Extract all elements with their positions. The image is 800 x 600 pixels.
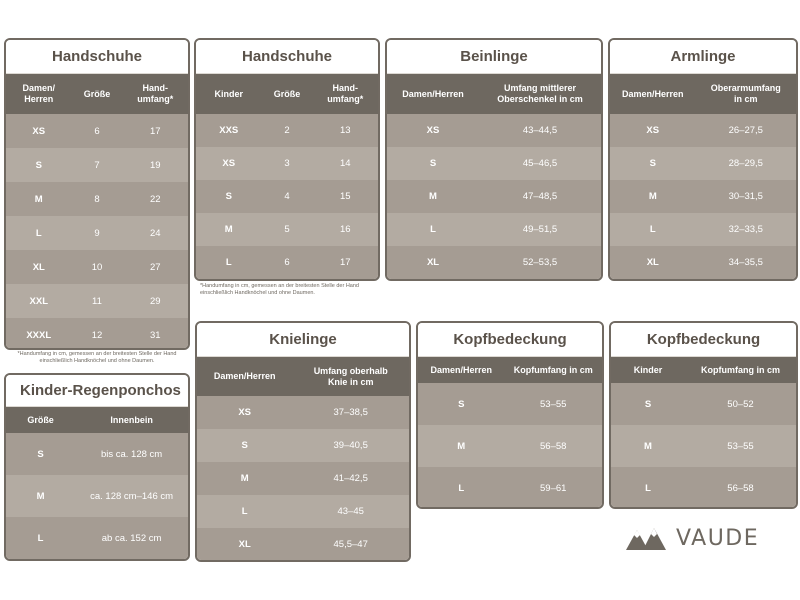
table-row: XS 26–27,5 xyxy=(610,114,796,147)
table-row: M 5 16 xyxy=(196,213,378,246)
column-header: Damen/Herren xyxy=(610,74,696,114)
table-row: XL 10 27 xyxy=(6,250,188,284)
table-row: M 56–58 xyxy=(418,425,602,467)
table-row: XS 3 14 xyxy=(196,147,378,180)
table-row: M 41–42,5 xyxy=(197,462,409,495)
card-title: Knielinge xyxy=(197,323,409,357)
card-title: Kopfbedeckung xyxy=(418,323,602,357)
table-row: XL 34–35,5 xyxy=(610,246,796,279)
column-header: Hand- umfang* xyxy=(122,74,188,114)
headwear-adult-card xyxy=(416,321,604,509)
table-row: S bis ca. 128 cm xyxy=(6,433,188,475)
table-row: L ab ca. 152 cm xyxy=(6,517,188,559)
column-header: Kinder xyxy=(611,357,685,383)
table-row: L 32–33,5 xyxy=(610,213,796,246)
gloves-adult-card xyxy=(4,38,190,350)
table-row: XL 52–53,5 xyxy=(387,246,601,279)
size-table xyxy=(387,74,601,279)
column-header: Kinder xyxy=(196,74,262,114)
card-title: Kopfbedeckung xyxy=(611,323,796,357)
column-header: Hand- umfang* xyxy=(312,74,378,114)
table-row: L 9 24 xyxy=(6,216,188,250)
footnote: *Handumfang in cm, gemessen an der breitesten Stelle der Hand einschließlich Handknöchel und ohne Daumen. xyxy=(200,283,359,296)
brand-name: VAUDE xyxy=(676,525,760,551)
footnote: *Handumfang in cm, gemessen an der breitesten Stelle der Hand einschließlich Handknöchel und ohne Daumen. xyxy=(17,351,177,364)
column-header: Umfang oberhalb Knie in cm xyxy=(292,357,409,396)
column-header: Größe xyxy=(262,74,313,114)
table-row: L 6 17 xyxy=(196,246,378,279)
table-row: XS 37–38,5 xyxy=(197,396,409,429)
card-title: Handschuhe xyxy=(6,40,188,74)
card-title: Handschuhe xyxy=(196,40,378,74)
vaude-logo xyxy=(626,524,759,552)
table-row: XXL 11 29 xyxy=(6,284,188,318)
column-header: Größe xyxy=(6,407,75,433)
table-row: M 53–55 xyxy=(611,425,796,467)
leg-warmers-card xyxy=(385,38,603,281)
knee-warmers-card xyxy=(195,321,411,562)
column-header: Damen/Herren xyxy=(418,357,504,383)
column-header: Größe xyxy=(72,74,123,114)
column-header: Kopfumfang in cm xyxy=(685,357,796,383)
column-header: Damen/Herren xyxy=(387,74,479,114)
gloves-kids-card xyxy=(194,38,380,281)
size-table xyxy=(611,357,796,509)
table-row: XL 45,5–47 xyxy=(197,528,409,561)
table-row: S 4 15 xyxy=(196,180,378,213)
table-row: XS 43–44,5 xyxy=(387,114,601,147)
table-row: XXXL 12 31 xyxy=(6,318,188,350)
table-row: L 56–58 xyxy=(611,467,796,509)
column-header: Damen/Herren xyxy=(197,357,292,396)
table-row: L 59–61 xyxy=(418,467,602,509)
table-row: XS 6 17 xyxy=(6,114,188,148)
table-row: M 47–48,5 xyxy=(387,180,601,213)
column-header: Damen/ Herren xyxy=(6,74,72,114)
size-table xyxy=(418,357,602,509)
card-title: Kinder-Regenponchos xyxy=(6,375,188,407)
size-table xyxy=(610,74,796,279)
size-table xyxy=(197,357,409,561)
column-header: Kopfumfang in cm xyxy=(504,357,602,383)
table-row: M 8 22 xyxy=(6,182,188,216)
column-header: Umfang mittlerer Oberschenkel in cm xyxy=(479,74,601,114)
table-row: S 50–52 xyxy=(611,383,796,425)
table-row: S 39–40,5 xyxy=(197,429,409,462)
table-row: L 49–51,5 xyxy=(387,213,601,246)
table-row: M ca. 128 cm–146 cm xyxy=(6,475,188,517)
table-row: L 43–45 xyxy=(197,495,409,528)
card-title: Armlinge xyxy=(610,40,796,74)
table-row: M 30–31,5 xyxy=(610,180,796,213)
size-table xyxy=(196,74,378,279)
table-row: S 53–55 xyxy=(418,383,602,425)
size-table xyxy=(6,407,188,559)
column-header: Oberarmumfang in cm xyxy=(696,74,796,114)
table-row: S 7 19 xyxy=(6,148,188,182)
mountain-peaks-icon xyxy=(626,526,666,550)
card-title: Beinlinge xyxy=(387,40,601,74)
arm-warmers-card xyxy=(608,38,798,281)
headwear-kids-card xyxy=(609,321,798,509)
table-row: XXS 2 13 xyxy=(196,114,378,147)
table-row: S 28–29,5 xyxy=(610,147,796,180)
column-header: Innenbein xyxy=(75,407,188,433)
kids-ponchos-card xyxy=(4,373,190,561)
table-row: S 45–46,5 xyxy=(387,147,601,180)
size-table xyxy=(6,74,188,350)
